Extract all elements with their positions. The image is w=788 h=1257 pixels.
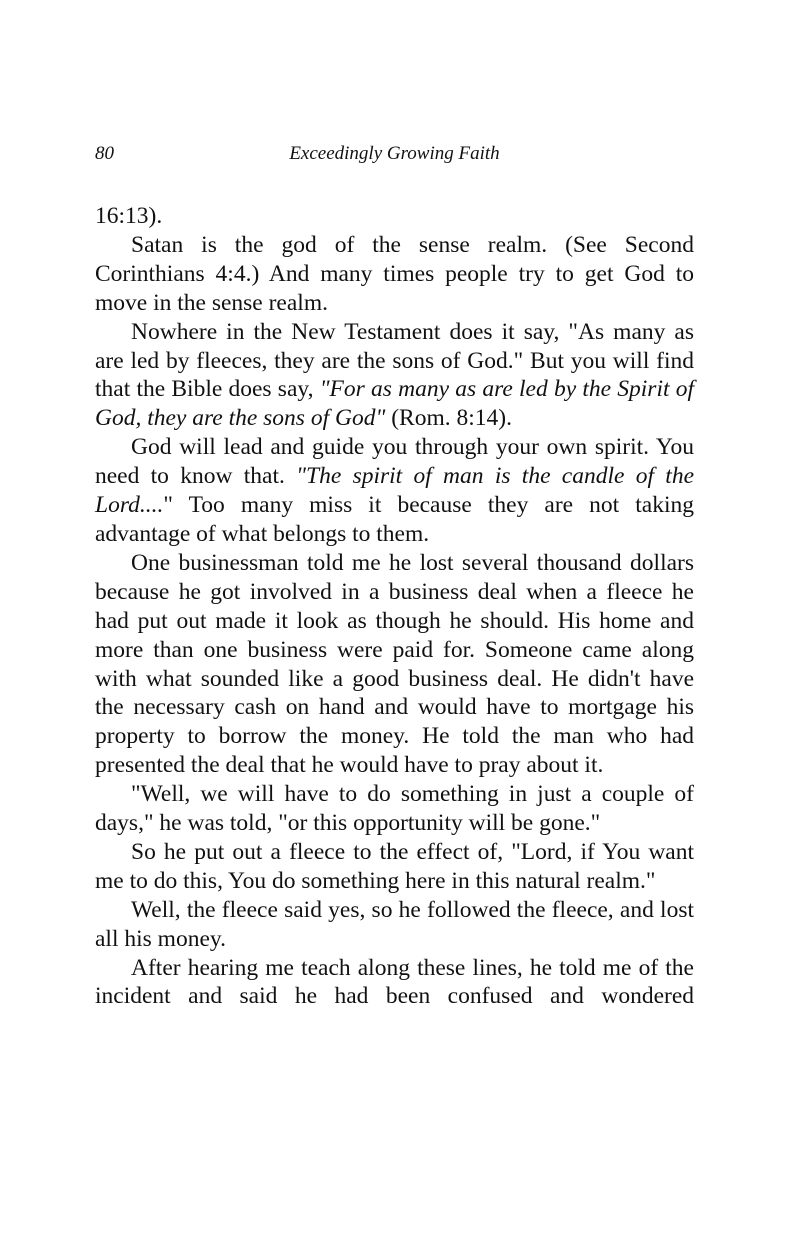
paragraph (95, 780, 694, 838)
text-span: So he put out a fleece to the effect of, "Lord, if You want me to do this, You do something here in this natural realm." (95, 838, 694, 894)
paragraph (95, 549, 694, 780)
text-span: After hearing me teach along these lines, he told me of the incident and said he had been confused and wondered (95, 954, 694, 1010)
paragraph (95, 838, 694, 896)
text-span: God will lead and guide you through your own spirit. You need to know that. (95, 434, 694, 490)
page-number: 80 (95, 143, 114, 164)
paragraph (95, 202, 694, 231)
paragraph (95, 896, 694, 954)
paragraph (95, 954, 694, 1012)
text-span: (Rom. 8:14). (385, 405, 512, 432)
scripture-quote: "The spirit of man is the candle of the Lord.... (95, 463, 694, 519)
scripture-quote: "For as many as are led by the Spirit of God, they are the sons of God" (95, 376, 694, 432)
text-span: Nowhere in the New Testament does it say, "As many as are led by fleeces, they are the sons of God." But you will find that the Bible does say, (95, 318, 694, 403)
text-span: " Too many miss it because they are not taking advantage of what belongs to them. (95, 492, 694, 547)
text-span: One businessman told me he lost several thousand dollars because he got involved in a business deal when a fleece he had put out made it look as though he should. His home and more than one business were paid for. Someone came along with what sounded like a good business deal. He didn't have the necessary cash on hand and would have to mortgage his property to borrow the money. He told the man who had presented the deal that he would have to pray about it. (95, 549, 694, 779)
paragraph (95, 231, 694, 318)
page-header (95, 142, 694, 166)
text-span: 16:13). (95, 203, 163, 229)
paragraph (95, 318, 694, 434)
running-title: Exceedingly Growing Faith (289, 143, 500, 164)
body-text (95, 202, 694, 1011)
text-span: "Well, we will have to do something in just a couple of days," he was told, "or this opportunity will be gone." (95, 781, 694, 837)
paragraph (95, 433, 694, 549)
text-span: Satan is the god of the sense realm. (See Second Corinthians 4:4.) And many times people try to get God to move in the sense realm. (95, 231, 694, 316)
text-span: Well, the fleece said yes, so he followed the fleece, and lost all his money. (95, 896, 694, 952)
